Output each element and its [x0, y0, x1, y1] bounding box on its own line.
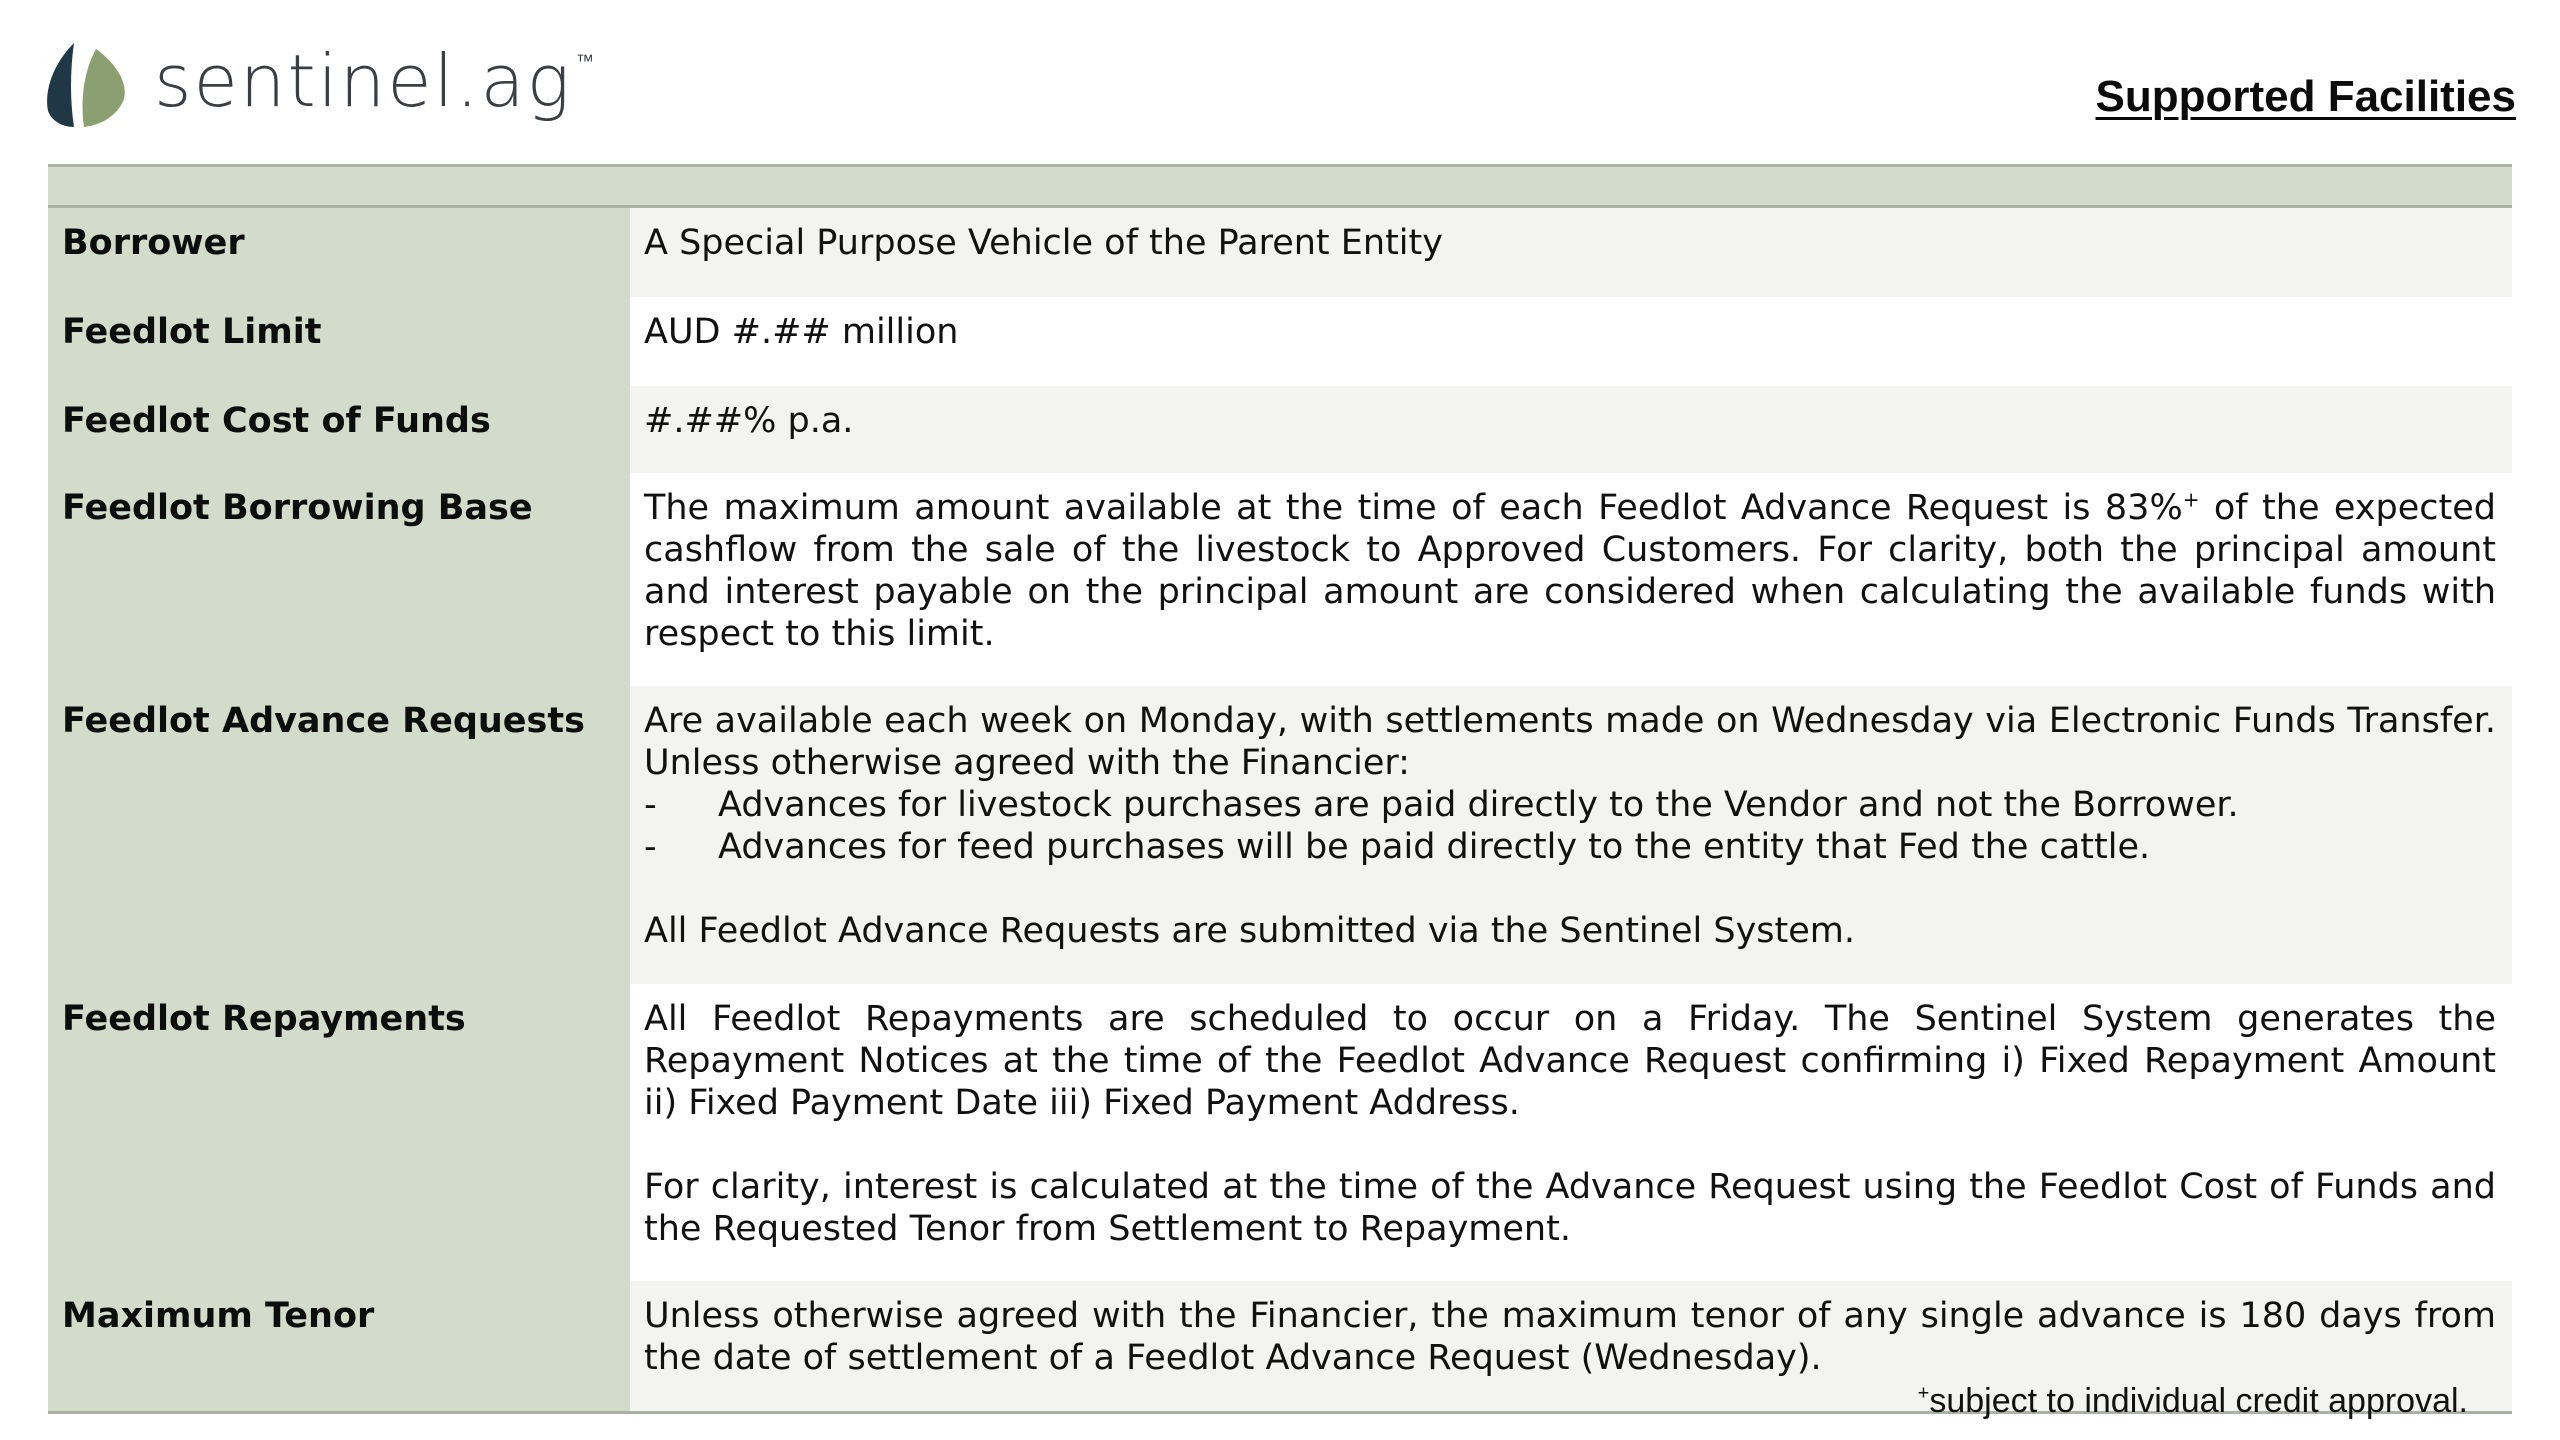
- brand-logo: [44, 40, 596, 130]
- table-row: [48, 297, 2512, 386]
- row-label-cost-of-funds: Feedlot Cost of Funds: [48, 386, 630, 473]
- table-row: [48, 473, 2512, 686]
- advance-requests-closing: All Feedlot Advance Requests are submitted via the Sentinel System.: [644, 911, 1855, 951]
- table-header-band: [48, 164, 2512, 208]
- page-title: Supported Facilities: [2095, 72, 2516, 121]
- brand-name: sentinel.ag ™: [154, 39, 596, 123]
- row-value-maximum-tenor: Unless otherwise agreed with the Financier, the maximum tenor of any single advance is 180 days from the date of settlement of a Feedlot Advance Request (Wednesday).: [630, 1281, 2512, 1411]
- row-value-feedlot-limit: AUD #.## million: [630, 297, 2512, 386]
- row-value-advance-requests: [630, 686, 2512, 984]
- table-row: [48, 386, 2512, 473]
- row-label-repayments: Feedlot Repayments: [48, 984, 630, 1281]
- repayments-paragraph-1: All Feedlot Repayments are scheduled to occur on a Friday. The Sentinel System generates the Repayment Notices at the time of the Feedlot Advance Request confirming i) Fixed Repayment Amount ii) Fixed Payment Date iii) Fixed Payment Address.: [644, 999, 2496, 1123]
- row-label-feedlot-limit: Feedlot Limit: [48, 297, 630, 386]
- list-item: - Advances for feed purchases will be paid directly to the entity that Fed the cattle.: [644, 827, 2151, 867]
- row-value-repayments: [630, 984, 2512, 1281]
- row-label-borrower: Borrower: [48, 208, 630, 297]
- list-item: - Advances for livestock purchases are paid directly to the Vendor and not the Borrower.: [644, 785, 2239, 825]
- table-row: [48, 208, 2512, 297]
- table-row: [48, 984, 2512, 1281]
- row-value-borrowing-base: The maximum amount available at the time of each Feedlot Advance Request is 83%+ of the expected cashflow from the sale of the livestock to Approved Customers. For clarity, both the principal amount and interest payable on the principal amount are considered when calculating the available funds with respect to this limit.: [630, 473, 2512, 686]
- footnote: +subject to individual credit approval.: [1917, 1382, 2468, 1420]
- row-value-borrower: A Special Purpose Vehicle of the Parent Entity: [630, 208, 2512, 297]
- header: [0, 0, 2560, 165]
- row-label-advance-requests: Feedlot Advance Requests: [48, 686, 630, 984]
- row-label-maximum-tenor: Maximum Tenor: [48, 1281, 630, 1411]
- credit-approval-marker: +: [2182, 487, 2200, 512]
- table-row: [48, 686, 2512, 984]
- facilities-table: [48, 164, 2512, 1414]
- footnote-marker: +: [1917, 1382, 1930, 1405]
- leaf-logo-icon: [44, 41, 128, 129]
- repayments-paragraph-2: For clarity, interest is calculated at the time of the Advance Request using the Feedlot Cost of Funds and the Requested Tenor from Settlement to Repayment.: [644, 1167, 2496, 1249]
- advance-requests-bullets: [644, 784, 2496, 868]
- trademark-symbol: ™: [575, 51, 596, 72]
- row-label-borrowing-base: Feedlot Borrowing Base: [48, 473, 630, 686]
- row-value-cost-of-funds: #.##% p.a.: [630, 386, 2512, 473]
- advance-requests-intro: Are available each week on Monday, with settlements made on Wednesday via Electronic Funds Transfer. Unless otherwise agreed with the Financier:: [644, 701, 2496, 783]
